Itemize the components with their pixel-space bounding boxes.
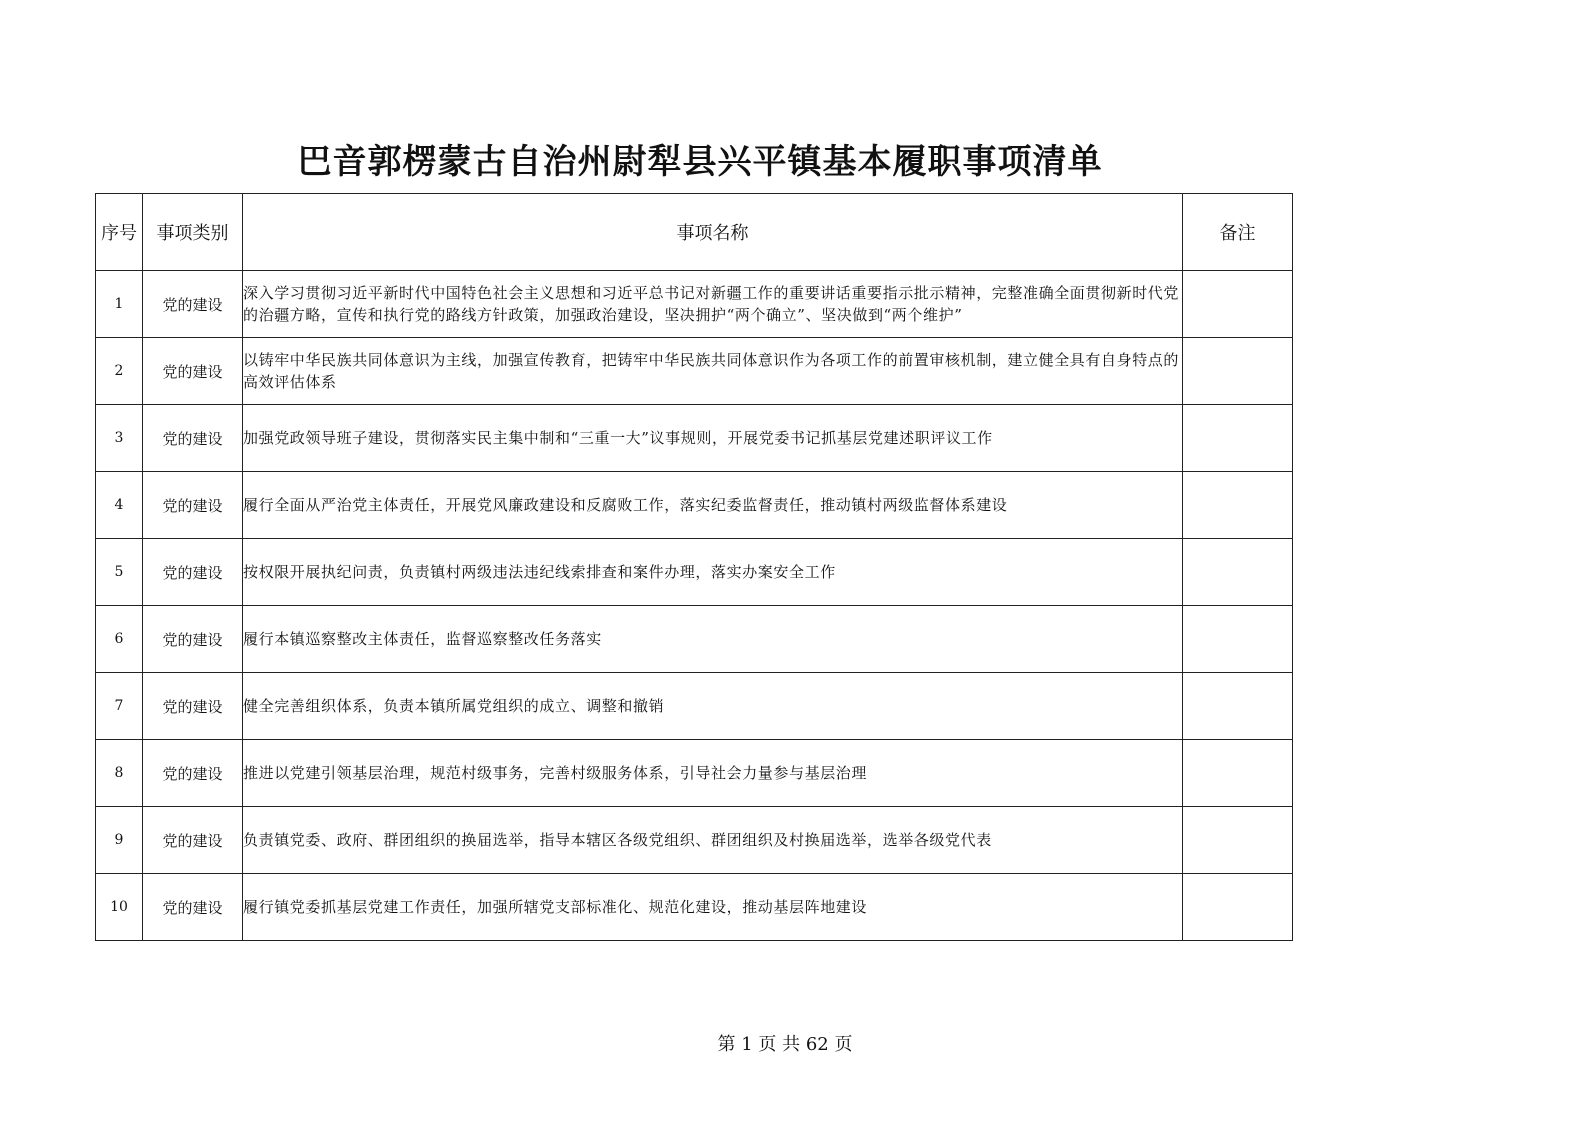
cell-category: 党的建设 xyxy=(143,338,243,405)
table-row xyxy=(96,807,1293,874)
cell-category: 党的建设 xyxy=(143,472,243,539)
cell-remark xyxy=(1183,673,1293,740)
cell-no: 10 xyxy=(96,874,143,941)
cell-no: 8 xyxy=(96,740,143,807)
cell-name: 履行镇党委抓基层党建工作责任，加强所辖党支部标准化、规范化建设，推动基层阵地建设 xyxy=(243,874,1183,941)
cell-remark xyxy=(1183,539,1293,606)
duty-list-table xyxy=(95,193,1293,941)
cell-remark xyxy=(1183,606,1293,673)
table-header-row xyxy=(96,194,1293,271)
cell-category: 党的建设 xyxy=(143,271,243,338)
cell-name: 深入学习贯彻习近平新时代中国特色社会主义思想和习近平总书记对新疆工作的重要讲话重要指示批示精神，完整准确全面贯彻新时代党的治疆方略，宣传和执行党的路线方针政策，加强政治建设，坚决拥护“两个确立”、坚决做到“两个维护” xyxy=(243,271,1183,338)
table-row xyxy=(96,874,1293,941)
cell-category: 党的建设 xyxy=(143,807,243,874)
table-body xyxy=(96,271,1293,941)
table-row xyxy=(96,673,1293,740)
cell-category: 党的建设 xyxy=(143,673,243,740)
table-row xyxy=(96,606,1293,673)
page-footer: 第 1 页 共 62 页 xyxy=(717,1034,853,1055)
cell-name: 履行本镇巡察整改主体责任，监督巡察整改任务落实 xyxy=(243,606,1183,673)
cell-remark xyxy=(1183,405,1293,472)
table-row xyxy=(96,338,1293,405)
cell-name: 按权限开展执纪问责，负责镇村两级违法违纪线索排查和案件办理，落实办案安全工作 xyxy=(243,539,1183,606)
cell-category: 党的建设 xyxy=(143,740,243,807)
page-title: 巴音郭楞蒙古自治州尉犁县兴平镇基本履职事项清单 xyxy=(297,142,1103,182)
cell-name: 推进以党建引领基层治理，规范村级事务，完善村级服务体系，引导社会力量参与基层治理 xyxy=(243,740,1183,807)
cell-name: 健全完善组织体系，负责本镇所属党组织的成立、调整和撤销 xyxy=(243,673,1183,740)
cell-remark xyxy=(1183,472,1293,539)
cell-remark xyxy=(1183,807,1293,874)
table-row xyxy=(96,405,1293,472)
header-name: 事项名称 xyxy=(243,194,1183,271)
table-row xyxy=(96,271,1293,338)
cell-category: 党的建设 xyxy=(143,405,243,472)
cell-name: 以铸牢中华民族共同体意识为主线，加强宣传教育，把铸牢中华民族共同体意识作为各项工作的前置审核机制，建立健全具有自身特点的高效评估体系 xyxy=(243,338,1183,405)
table-row xyxy=(96,740,1293,807)
header-no: 序号 xyxy=(96,194,143,271)
cell-no: 7 xyxy=(96,673,143,740)
cell-no: 6 xyxy=(96,606,143,673)
header-remark: 备注 xyxy=(1183,194,1293,271)
table-row xyxy=(96,472,1293,539)
header-category: 事项类别 xyxy=(143,194,243,271)
cell-remark xyxy=(1183,874,1293,941)
cell-category: 党的建设 xyxy=(143,874,243,941)
cell-category: 党的建设 xyxy=(143,606,243,673)
cell-name: 加强党政领导班子建设，贯彻落实民主集中制和“三重一大”议事规则，开展党委书记抓基层党建述职评议工作 xyxy=(243,405,1183,472)
cell-no: 3 xyxy=(96,405,143,472)
cell-remark xyxy=(1183,740,1293,807)
cell-name: 负责镇党委、政府、群团组织的换届选举，指导本辖区各级党组织、群团组织及村换届选举，选举各级党代表 xyxy=(243,807,1183,874)
cell-remark xyxy=(1183,271,1293,338)
cell-remark xyxy=(1183,338,1293,405)
cell-no: 4 xyxy=(96,472,143,539)
cell-no: 2 xyxy=(96,338,143,405)
cell-category: 党的建设 xyxy=(143,539,243,606)
cell-no: 9 xyxy=(96,807,143,874)
cell-no: 1 xyxy=(96,271,143,338)
cell-name: 履行全面从严治党主体责任，开展党风廉政建设和反腐败工作，落实纪委监督责任，推动镇村两级监督体系建设 xyxy=(243,472,1183,539)
cell-no: 5 xyxy=(96,539,143,606)
table-row xyxy=(96,539,1293,606)
